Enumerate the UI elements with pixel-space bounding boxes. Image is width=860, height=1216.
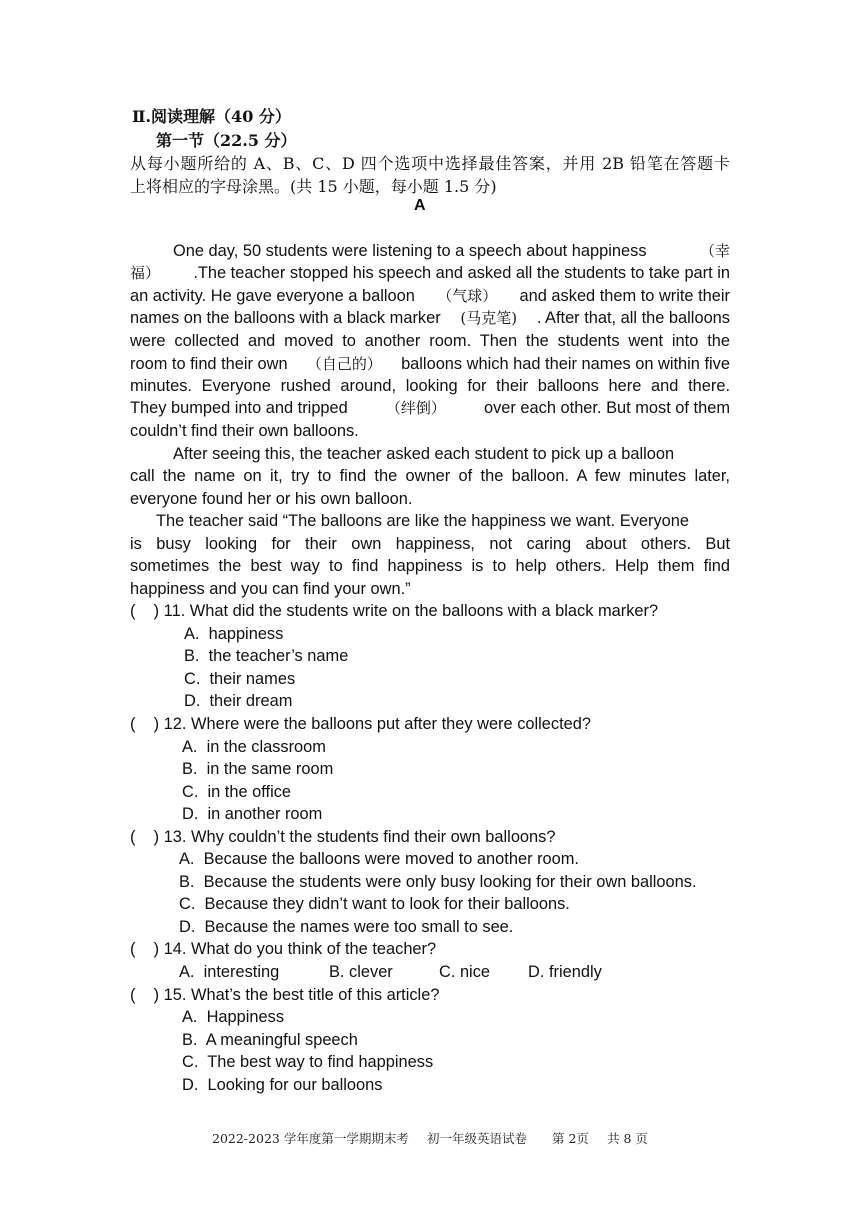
- option-b[interactable]: B. in the same room: [182, 760, 334, 778]
- footer-page-number: 第 2页: [552, 1131, 589, 1146]
- passage-text: . After that, all the balloons: [536, 309, 730, 327]
- option-a[interactable]: A. in the classroom: [182, 738, 326, 756]
- option-c[interactable]: C. nice: [439, 963, 491, 981]
- passage-line: is busy looking for their own happiness, not caring about others. But: [130, 535, 730, 553]
- option-a[interactable]: A. happiness: [184, 625, 284, 643]
- question-stem: ( ) 15. What’s the best title of this article?: [130, 986, 440, 1004]
- passage-line: [130, 353, 730, 375]
- option-c[interactable]: C. The best way to find happiness: [182, 1053, 434, 1071]
- footer-subject: 初一年级英语试卷: [427, 1131, 528, 1146]
- passage-text: One day, 50 students were listening to a speech about happiness: [173, 242, 647, 260]
- footer-total-pages: 共 8 页: [607, 1131, 648, 1146]
- passage-gloss: 福）: [130, 264, 161, 282]
- question-stem: ( ) 13. Why couldn’t the students find their own balloons?: [130, 828, 556, 846]
- passage-line: [130, 262, 730, 284]
- passage-text: an activity. He gave everyone a balloon: [130, 287, 415, 305]
- passage-gloss: （绊倒）: [385, 399, 446, 417]
- passage-text: names on the balloons with a black marker: [130, 309, 441, 327]
- instruction-line-2: 上将相应的字母涂黑。(共 15 小题，每小题 1.5 分): [130, 177, 497, 196]
- instruction-line-1: 从每小题所给的 A、B、C、D 四个选项中选择最佳答案，并用 2B 铅笔在答题卡: [130, 154, 730, 173]
- option-a[interactable]: A. Happiness: [182, 1008, 285, 1026]
- option-d[interactable]: D. Looking for our balloons: [182, 1076, 383, 1094]
- passage-line: [130, 307, 730, 329]
- passage-text: room to find their own: [130, 355, 288, 373]
- passage-text: over each other. But most of them: [483, 399, 730, 417]
- section-heading: Ⅱ.阅读理解（40 分）: [132, 107, 291, 126]
- passage-text: and asked them to write their: [519, 287, 730, 305]
- option-d[interactable]: D. Because the names were too small to see.: [179, 918, 514, 936]
- passage-line: happiness and you can find your own.”: [130, 580, 411, 598]
- passage-line: couldn’t find their own balloons.: [130, 422, 359, 440]
- option-d[interactable]: D. their dream: [184, 692, 293, 710]
- option-a[interactable]: A. interesting: [179, 963, 280, 981]
- option-b[interactable]: B. clever: [329, 963, 393, 981]
- passage-line: call the name on it, try to find the owner of the balloon. A few minutes later,: [130, 467, 730, 485]
- passage-line: After seeing this, the teacher asked each student to pick up a balloon: [173, 445, 675, 463]
- section-subheading: 第一节（22.5 分）: [156, 131, 297, 150]
- passage-gloss: （自己的）: [306, 355, 382, 373]
- passage-gloss: (马克笔): [460, 309, 518, 327]
- option-c[interactable]: C. in the office: [182, 783, 292, 801]
- passage-line: were collected and moved to another room. Then the students went into the: [130, 332, 730, 350]
- question-stem: ( ) 14. What do you think of the teacher?: [130, 940, 437, 958]
- option-d[interactable]: D. in another room: [182, 805, 323, 823]
- option-c[interactable]: C. their names: [184, 670, 296, 688]
- passage-line: [130, 397, 730, 419]
- option-d[interactable]: D. friendly: [528, 963, 602, 981]
- option-b[interactable]: B. A meaningful speech: [182, 1031, 358, 1049]
- passage-gloss: （幸: [699, 242, 730, 260]
- passage-line: [130, 285, 730, 307]
- passage-gloss: （气球）: [437, 287, 498, 305]
- passage-text: .The teacher stopped his speech and asked all the students to take part in: [193, 264, 730, 282]
- footer-exam: 2022-2023 学年度第一学期期末考: [212, 1131, 409, 1146]
- passage-line: The teacher said “The balloons are like the happiness we want. Everyone: [156, 512, 689, 530]
- question-stem: ( ) 11. What did the students write on the balloons with a black marker?: [130, 602, 659, 620]
- passage-line: everyone found her or his own balloon.: [130, 490, 413, 508]
- passage-text: They bumped into and tripped: [130, 399, 348, 417]
- passage-line: minutes. Everyone rushed around, looking for their balloons here and there.: [130, 377, 730, 395]
- passage-line: sometimes the best way to find happiness is to help others. Help them find: [130, 557, 730, 575]
- passage-label: A: [414, 197, 426, 214]
- passage-line: [173, 240, 730, 262]
- passage-text: balloons which had their names on within five: [401, 355, 730, 373]
- option-b[interactable]: B. Because the students were only busy looking for their own balloons.: [179, 873, 697, 891]
- option-a[interactable]: A. Because the balloons were moved to another room.: [179, 850, 579, 868]
- option-b[interactable]: B. the teacher’s name: [184, 647, 349, 665]
- question-stem: ( ) 12. Where were the balloons put after they were collected?: [130, 715, 591, 733]
- option-c[interactable]: C. Because they didn’t want to look for their balloons.: [179, 895, 570, 913]
